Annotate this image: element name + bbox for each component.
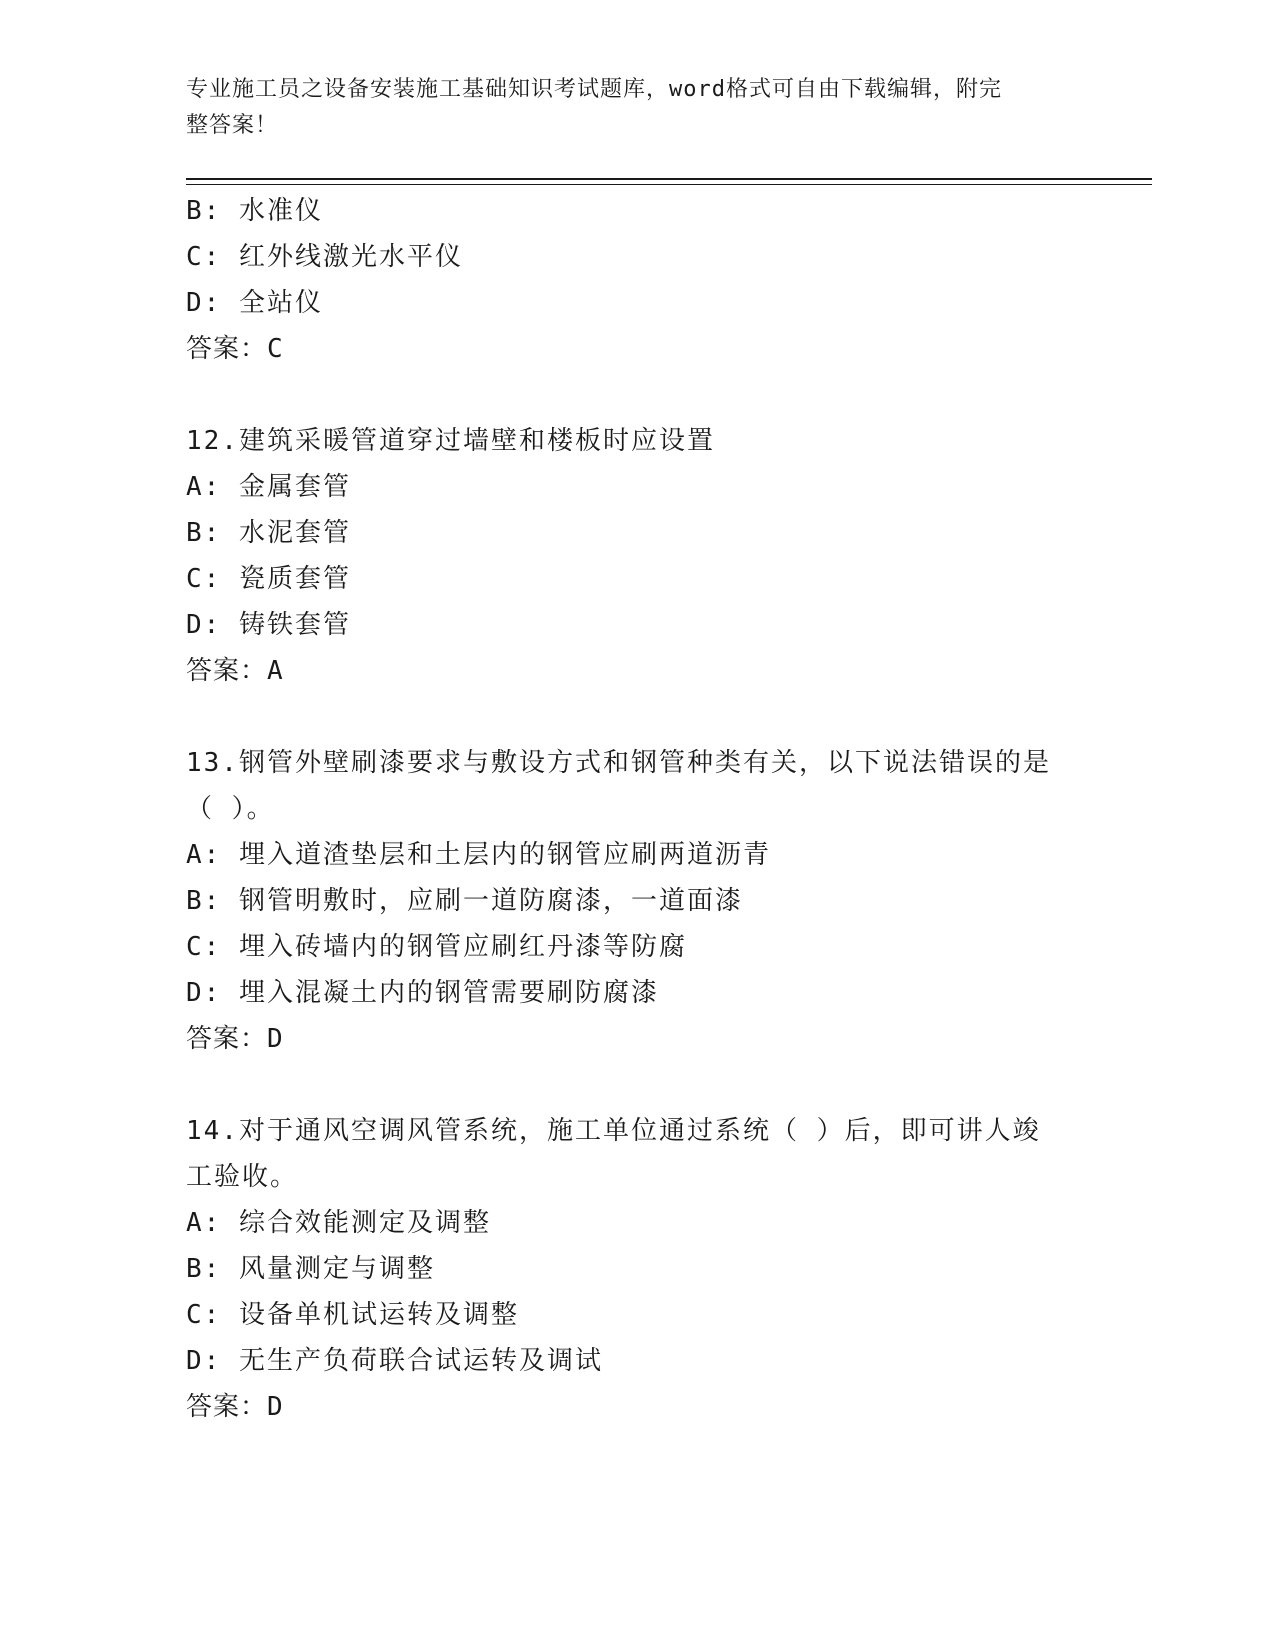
option-b: B: 钢管明敷时，应刷一道防腐漆，一道面漆 (186, 886, 743, 916)
header-line-2: 整答案！ (186, 113, 279, 138)
answer: 答案：D (186, 1392, 284, 1422)
question-list (186, 188, 1086, 1430)
spacer (186, 1062, 1086, 1108)
question-text-line-1: 13.钢管外壁刷漆要求与敷设方式和钢管种类有关，以下说法错误的是 (186, 748, 1051, 778)
question-text-line-2: 工验收。 (186, 1162, 299, 1192)
option-a: A: 金属套管 (186, 472, 351, 502)
option-c: C: 红外线激光水平仪 (186, 242, 463, 272)
header-rule-thick (186, 178, 1152, 180)
answer: 答案：D (186, 1024, 284, 1054)
option-b: B: 水泥套管 (186, 518, 351, 548)
spacer (186, 372, 1086, 418)
header-line-1: 专业施工员之设备安装施工基础知识考试题库，word格式可自由下载编辑，附完 (186, 77, 1002, 102)
question-12 (186, 418, 1086, 694)
option-c: C: 瓷质套管 (186, 564, 351, 594)
spacer (186, 694, 1086, 740)
question-text-line-1: 14.对于通风空调风管系统，施工单位通过系统（ ）后，即可讲人竣 (186, 1116, 1041, 1146)
option-d: D: 埋入混凝土内的钢管需要刷防腐漆 (186, 978, 659, 1008)
option-d: D: 全站仪 (186, 288, 323, 318)
option-c: C: 设备单机试运转及调整 (186, 1300, 519, 1330)
question-11 (186, 188, 1086, 372)
option-c: C: 埋入砖墙内的钢管应刷红丹漆等防腐 (186, 932, 687, 962)
question-text: 12.建筑采暖管道穿过墙壁和楼板时应设置 (186, 426, 715, 456)
answer: 答案：C (186, 334, 284, 364)
option-d: D: 铸铁套管 (186, 610, 351, 640)
answer: 答案：A (186, 656, 284, 686)
question-14 (186, 1108, 1086, 1430)
option-b: B: 水准仪 (186, 196, 323, 226)
question-13 (186, 740, 1086, 1062)
header-rule-thin (186, 184, 1152, 185)
document-header (186, 72, 1066, 144)
question-text-line-2: （ ）。 (186, 794, 275, 824)
option-d: D: 无生产负荷联合试运转及调试 (186, 1346, 603, 1376)
option-a: A: 综合效能测定及调整 (186, 1208, 491, 1238)
option-b: B: 风量测定与调整 (186, 1254, 435, 1284)
option-a: A: 埋入道渣垫层和土层内的钢管应刷两道沥青 (186, 840, 771, 870)
